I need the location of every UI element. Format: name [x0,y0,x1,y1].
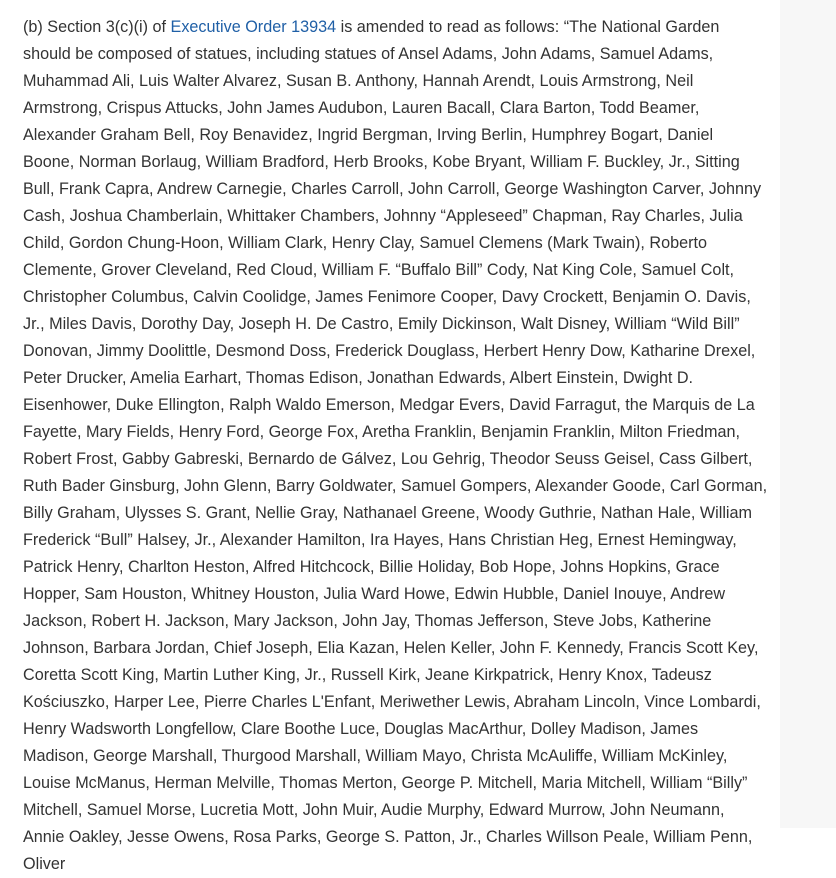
amendment-paragraph [23,14,768,878]
paragraph-body: is amended to read as follows: “The National Garden should be composed of statues, including statues of Ansel Adams, John Adams, Samuel Adams, Muhammad Ali, Luis Walter Alvarez, Susan B. Anthony, Hannah Arendt, Louis Armstrong, Neil Armstrong, Crispus Attucks, John James Audubon, Lauren Bacall, Clara Barton, Todd Beamer, Alexander Graham Bell, Roy Benavidez, Ingrid Bergman, Irving Berlin, Humphrey Bogart, Daniel Boone, Norman Borlaug, William Bradford, Herb Brooks, Kobe Bryant, William F. Buckley, Jr., Sitting Bull, Frank Capra, Andrew Carnegie, Charles Carroll, John Carroll, George Washington Carver, Johnny Cash, Joshua Chamberlain, Whittaker Chambers, Johnny “Appleseed” Chapman, Ray Charles, Julia Child, Gordon Chung-Hoon, William Clark, Henry Clay, Samuel Clemens (Mark Twain), Roberto Clemente, Grover Cleveland, Red Cloud, William F. “Buffalo Bill” Cody, Nat King Cole, Samuel Colt, Christopher Columbus, Calvin Coolidge, James Fenimore Cooper, Davy Crockett, Benjamin O. Davis, Jr., Miles Davis, Dorothy Day, Joseph H. De Castro, Emily Dickinson, Walt Disney, William “Wild Bill” Donovan, Jimmy Doolittle, Desmond Doss, Frederick Douglass, Herbert Henry Dow, Katharine Drexel, Peter Drucker, Amelia Earhart, Thomas Edison, Jonathan Edwards, Albert Einstein, Dwight D. Eisenhower, Duke Ellington, Ralph Waldo Emerson, Medgar Evers, David Farragut, the Marquis de La Fayette, Mary Fields, Henry Ford, George Fox, Aretha Franklin, Benjamin Franklin, Milton Friedman, Robert Frost, Gabby Gabreski, Bernardo de Gálvez, Lou Gehrig, Theodor Seuss Geisel, Cass Gilbert, Ruth Bader Ginsburg, John Glenn, Barry Goldwater, Samuel Gompers, Alexander Goode, Carl Gorman, Billy Graham, Ulysses S. Grant, Nellie Gray, Nathanael Greene, Woody Guthrie, Nathan Hale, William Frederick “Bull” Halsey, Jr., Alexander Hamilton, Ira Hayes, Hans Christian Heg, Ernest Hemingway, Patrick Henry, Charlton Heston, Alfred Hitchcock, Billie Holiday, Bob Hope, Johns Hopkins, Grace Hopper, Sam Houston, Whitney Houston, Julia Ward Howe, Edwin Hubble, Daniel Inouye, Andrew Jackson, Robert H. Jackson, Mary Jackson, John Jay, Thomas Jefferson, Steve Jobs, Katherine Johnson, Barbara Jordan, Chief Joseph, Elia Kazan, Helen Keller, John F. Kennedy, Francis Scott Key, Coretta Scott King, Martin Luther King, Jr., Russell Kirk, Jeane Kirkpatrick, Henry Knox, Tadeusz Kościuszko, Harper Lee, Pierre Charles L'Enfant, Meriwether Lewis, Abraham Lincoln, Vince Lombardi, Henry Wadsworth Longfellow, Clare Boothe Luce, Douglas MacArthur, Dolley Madison, James Madison, George Marshall, Thurgood Marshall, William Mayo, Christa McAuliffe, William McKinley, Louise McManus, Herman Melville, Thomas Merton, George P. Mitchell, Maria Mitchell, William “Billy” Mitchell, Samuel Morse, Lucretia Mott, John Muir, Audie Murphy, Edward Murrow, John Neumann, Annie Oakley, Jesse Owens, Rosa Parks, George S. Patton, Jr., Charles Willson Peale, William Penn, Oliver [23,18,768,873]
executive-order-link[interactable]: Executive Order 13934 [170,18,337,36]
page-margin-strip [780,0,836,828]
paragraph-prefix: (b) Section 3(c)(i) of [23,18,171,36]
